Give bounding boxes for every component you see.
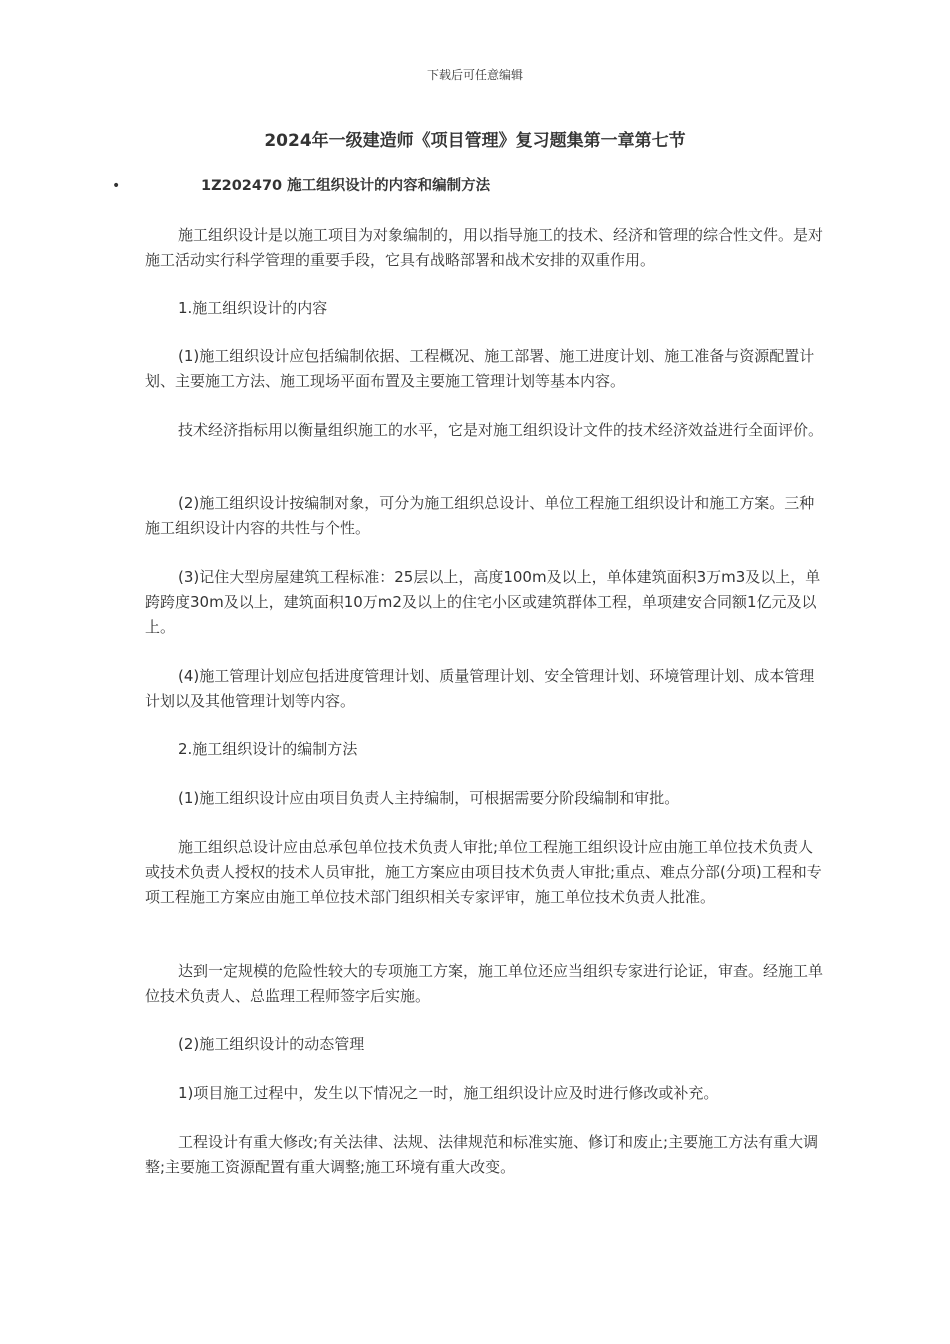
paragraph-content-4: (4)施工管理计划应包括进度管理计划、质量管理计划、安全管理计划、环境管理计划、成本管理计划以及其他管理计划等内容。 [145, 667, 815, 710]
subheading-dynamic: (2)施工组织设计的动态管理 [178, 1035, 365, 1053]
section-heading: 1Z202470 施工组织设计的内容和编制方法 [201, 178, 491, 194]
paragraph-method-1: (1)施工组织设计应由项目负责人主持编制，可根据需要分阶段编制和审批。 [178, 789, 680, 807]
header-note: 下载后可任意编辑 [426, 68, 523, 82]
paragraph-expert-review: 达到一定规模的危险性较大的专项施工方案，施工单位还应当组织专家进行论证，审查。经施工单位技术负责人、总监理工程师签字后实施。 [145, 962, 824, 1005]
bullet-icon: • [112, 178, 121, 194]
subheading-method: 2.施工组织设计的编制方法 [178, 740, 358, 758]
paragraph-changes: 工程设计有重大修改;有关法律、法规、法律规范和标准实施、修订和废止;主要施工方法有重大调整;主要施工资源配置有重大调整;施工环境有重大改变。 [145, 1133, 819, 1176]
paragraph-intro: 施工组织设计是以施工项目为对象编制的，用以指导施工的技术、经济和管理的综合性文件。是对施工活动实行科学管理的重要手段，它具有战略部署和战术安排的双重作用。 [145, 226, 824, 269]
section-heading-row [112, 176, 832, 196]
paragraph-dynamic-1: 1)项目施工过程中，发生以下情况之一时，施工组织设计应及时进行修改或补充。 [178, 1084, 719, 1102]
paragraph-content-3: (3)记住大型房屋建筑工程标准：25层以上，高度100m及以上，单体建筑面积3万m3及以上，单跨跨度30m及以上，建筑面积10万m2及以上的住宅小区或建筑群体工程，单项建安合同额1亿元及以上。 [145, 568, 821, 636]
subheading-content: 1.施工组织设计的内容 [178, 299, 328, 317]
paragraph-tech-economic: 技术经济指标用以衡量组织施工的水平，它是对施工组织设计文件的技术经济效益进行全面评价。 [178, 421, 824, 439]
paragraph-content-2: (2)施工组织设计按编制对象，可分为施工组织总设计、单位工程施工组织设计和施工方案。三种施工组织设计内容的共性与个性。 [145, 494, 815, 537]
paragraph-content-1: (1)施工组织设计应包括编制依据、工程概况、施工部署、施工进度计划、施工准备与资源配置计划、主要施工方法、施工现场平面布置及主要施工管理计划等基本内容。 [145, 347, 815, 390]
document-title: 2024年一级建造师《项目管理》复习题集第一章第七节 [264, 131, 686, 151]
paragraph-approval: 施工组织总设计应由总承包单位技术负责人审批;单位工程施工组织设计应由施工单位技术负责人或技术负责人授权的技术人员审批，施工方案应由项目技术负责人审批;重点、难点分部(分项)工程和专项工程施工方案应由施工单位技术部门组织相关专家评审，施工单位技术负责人批准。 [145, 838, 822, 906]
